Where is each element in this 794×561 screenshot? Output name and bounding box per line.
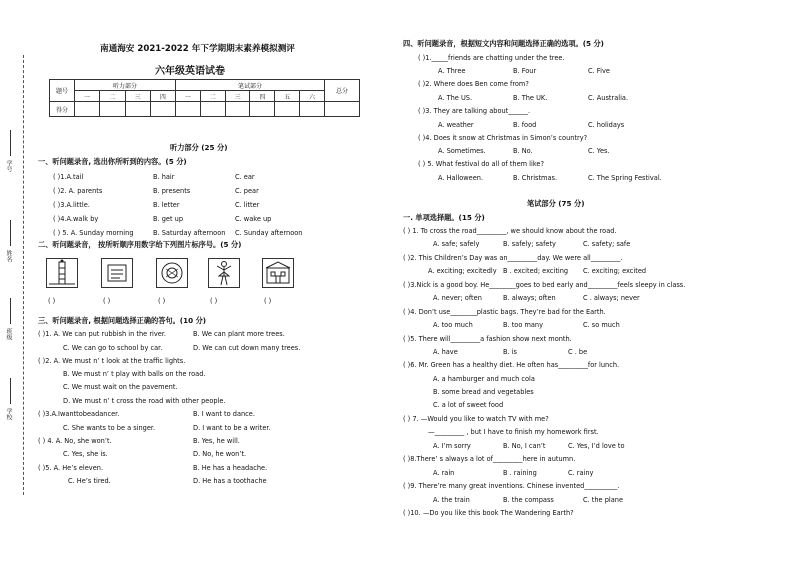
s3-q5-a: ( )5. A. He’s eleven. [38, 464, 104, 472]
s4-q3-b: B. food [513, 121, 537, 129]
s4-q2: ( )2. Where does Ben come from? [418, 80, 529, 88]
plate-picture [156, 258, 188, 288]
s4-q4-b: B. No. [513, 147, 533, 155]
w1-q8: ( )8.There’ s always a lot of_________here in autumn. [403, 455, 576, 463]
score-label-points: 得分 [50, 102, 75, 117]
s3-q3-a: ( )3.A.Iwanttobeadancer. [38, 410, 120, 418]
score-col: 四 [150, 91, 175, 102]
answer-paren[interactable]: ( ) [158, 297, 166, 305]
w1-q2: ( )2. This Children’s Day was an_________day. We were all_________. [403, 254, 623, 262]
s1-item-4-b: B. get up [153, 215, 184, 223]
score-col: 三 [125, 91, 150, 102]
s3-q2-d: D. We must n’ t cross the road with other people. [63, 397, 226, 405]
score-listening-header: 听力部分 [75, 80, 176, 91]
score-col: 二 [200, 91, 225, 102]
s4-q1-c: C. Five [588, 67, 610, 75]
w1-q5-c: C . be [568, 348, 588, 356]
w1-q3-c: C . always; never [583, 294, 640, 302]
s3-q2-b: B. We must n’ t play with balls on the road. [63, 370, 206, 378]
listening-s1-heading: 一、听问题录音, 选出你所听到的内容。(5 分) [38, 157, 187, 166]
score-col: 一 [75, 91, 100, 102]
s3-q4-a: ( ) 4. A. No, she won’t. [38, 437, 112, 445]
score-col: 六 [300, 91, 325, 102]
s1-item-5-b: B. Saturday afternoon [153, 229, 226, 237]
written-s1-heading: 一. 单项选择题。(15 分) [403, 213, 485, 222]
score-cell[interactable] [325, 102, 360, 117]
side-write-line [10, 130, 11, 156]
s4-q3-a: A. weather [438, 121, 474, 129]
s3-q4-d: D. No, he won’t. [193, 450, 247, 458]
w1-q6-a: A. a hamburger and much cola [433, 375, 535, 383]
score-table [49, 79, 360, 117]
answer-paren[interactable]: ( ) [48, 297, 56, 305]
listening-s2-heading: 二、听问题录音， 按所听顺序用数字给下列图片标序号。(5 分) [38, 240, 242, 249]
side-write-line [10, 378, 11, 404]
w1-q3-b: B. always; often [503, 294, 556, 302]
answer-paren[interactable]: ( ) [103, 297, 111, 305]
s1-item-4-c: C. wake up [235, 215, 272, 223]
s3-q5-c: C. He’s tired. [68, 477, 111, 485]
listening-s4-heading: 四、听问题录音，根据短文内容和问题选择正确的选项。(5 分) [403, 39, 604, 48]
s3-q3-c: C. She wants to be a singer. [63, 424, 156, 432]
listening-heading: 听力部分 (25 分) [170, 143, 228, 152]
w1-q8-b: B . raining [503, 469, 537, 477]
score-cell[interactable] [100, 102, 125, 117]
s3-q1-d: D. We can cut down many trees. [193, 344, 301, 352]
w1-q1-a: A. safe; safely [433, 240, 480, 248]
book-picture [101, 258, 133, 288]
s4-q1: ( )1._____friends are chatting under the tree. [418, 54, 565, 62]
w1-q1: ( ) 1. To cross the road_________, we should know about the road. [403, 227, 617, 235]
s3-q4-b: B. Yes, he will. [193, 437, 240, 445]
w1-q1-b: B. safely; safety [503, 240, 556, 248]
s4-q3-c: C. holidays [588, 121, 625, 129]
listening-s3-heading: 三、听问题录音, 根据问题选择正确的答句。(10 分) [38, 316, 207, 325]
binding-line [23, 55, 24, 495]
score-col: 五 [275, 91, 300, 102]
w1-q5-b: B. is [503, 348, 517, 356]
written-heading: 笔试部分 (75 分) [527, 199, 585, 208]
w1-q3-a: A. never; often [433, 294, 482, 302]
score-label-question: 题号 [50, 80, 75, 102]
w1-q6-b: B. some bread and vegetables [433, 388, 534, 396]
w1-q7: ( ) 7. —Would you like to watch TV with me? [403, 415, 549, 423]
w1-q1-c: C. safety; safe [583, 240, 631, 248]
score-cell[interactable] [125, 102, 150, 117]
w1-q4: ( )4. Don’t use________plastic bags. They’re bad for the Earth. [403, 308, 606, 316]
answer-paren[interactable]: ( ) [210, 297, 218, 305]
score-cell[interactable] [75, 102, 100, 117]
w1-q4-a: A. too much [433, 321, 473, 329]
score-col: 三 [225, 91, 250, 102]
s3-q1-c: C. We can go to school by car. [63, 344, 163, 352]
score-col: 四 [250, 91, 275, 102]
s3-q5-b: B. He has a headache. [193, 464, 268, 472]
w1-q7-b: B. No, I can’t [503, 442, 546, 450]
s4-q5: ( ) 5. What festival do all of them like? [418, 160, 544, 168]
w1-q10: ( )10. —Do you like this book The Wandering Earth? [403, 509, 574, 517]
s3-q2-a: ( )2. A. We must n’ t look at the traffic lights. [38, 357, 186, 365]
s4-q2-c: C. Australia. [588, 94, 629, 102]
s4-q2-b: B. The UK. [513, 94, 548, 102]
score-cell[interactable] [150, 102, 175, 117]
s1-item-2-b: B. presents [153, 187, 191, 195]
w1-q6-c: C. a lot of sweet food [433, 401, 504, 409]
side-label-name: 姓名 [5, 250, 12, 262]
s1-item-5: ( ) 5. A. Sunday morning [53, 229, 134, 237]
w1-q9: ( )9. There’re many great inventions. Chinese invented__________. [403, 482, 620, 490]
s1-item-1: ( )1.A.tail [53, 173, 84, 181]
w1-q2-c: C. exciting; excited [583, 267, 647, 275]
s3-q5-d: D. He has a toothache [193, 477, 267, 485]
w1-q9-b: B. the compass [503, 496, 554, 504]
side-label-class: 班级 [5, 328, 12, 340]
w1-q9-a: A. the train [433, 496, 470, 504]
side-label-school: 学校 [5, 408, 12, 420]
w1-q5: ( )5. There will_________a fashion show next month. [403, 335, 572, 343]
s1-item-3: ( )3.A.little. [53, 201, 90, 209]
s4-q4: ( )4. Does it snow at Christmas in Simon’s country? [418, 134, 588, 142]
side-write-line [10, 220, 11, 246]
s4-q1-a: A. Three [438, 67, 466, 75]
s1-item-1-b: B. hair [153, 173, 175, 181]
side-label-student-id: 学号 [5, 160, 12, 172]
s1-item-3-b: B. letter [153, 201, 180, 209]
s1-item-3-c: C. litter [235, 201, 260, 209]
w1-q8-a: A. rain [433, 469, 455, 477]
s3-q1-b: B. We can plant more trees. [193, 330, 285, 338]
w1-q2-a: A. exciting; excitedly [428, 267, 497, 275]
score-cell[interactable] [275, 102, 300, 117]
score-cell[interactable] [200, 102, 225, 117]
s4-q5-a: A. Halloween. [438, 174, 484, 182]
score-col: 二 [100, 91, 125, 102]
w1-q3: ( )3.Nick is a good boy. He________goes to bed early and_________feels sleepy in class. [403, 281, 686, 289]
w1-q4-c: C. so much [583, 321, 620, 329]
s4-q2-a: A. The US. [438, 94, 473, 102]
w1-q6: ( )6. Mr. Green has a healthy diet. He often has_________for lunch. [403, 361, 620, 369]
exam-subtitle: 六年级英语试卷 [155, 66, 225, 77]
score-cell[interactable] [225, 102, 250, 117]
exam-title: 南通海安 2021-2022 年下学期期末素养模拟测评 [100, 44, 295, 54]
s1-item-1-c: C. ear [235, 173, 255, 181]
s1-item-4: ( )4.A.walk by [53, 215, 99, 223]
s3-q4-c: C. Yes, she is. [63, 450, 108, 458]
s4-q3: ( )3. They are talking about______. [418, 107, 531, 115]
s3-q3-b: B. I want to dance. [193, 410, 255, 418]
s4-q4-c: C. Yes. [588, 147, 610, 155]
score-writing-header: 笔试部分 [176, 80, 325, 91]
w1-q5-a: A. have [433, 348, 458, 356]
w1-q7-a: A. I’m sorry [433, 442, 471, 450]
side-write-line [10, 298, 11, 324]
s1-item-5-c: C. Sunday afternoon [235, 229, 303, 237]
w1-q2-b: B . excited; exciting [503, 267, 569, 275]
s4-q4-a: A. Sometimes. [438, 147, 486, 155]
s4-q1-b: B. Four [513, 67, 537, 75]
s3-q2-c: C. We must wait on the pavement. [63, 383, 178, 391]
w1-q8-c: C. rainy [568, 469, 594, 477]
w1-q4-b: B. too many [503, 321, 544, 329]
building-picture [262, 258, 294, 288]
w1-q7-c: C. Yes, I’d love to [568, 442, 625, 450]
s1-item-2: ( )2. A. parents [53, 187, 103, 195]
score-cell[interactable] [300, 102, 325, 117]
w1-q7-line2: —_________ , but I have to finish my homework first. [428, 428, 599, 436]
score-total-header: 总分 [325, 80, 360, 102]
score-col: 一 [176, 91, 201, 102]
score-cell[interactable] [250, 102, 275, 117]
w1-q9-c: C. the plane [583, 496, 624, 504]
s1-item-2-c: C. pear [235, 187, 259, 195]
s4-q5-b: B. Christmas. [513, 174, 558, 182]
answer-paren[interactable]: ( ) [264, 297, 272, 305]
score-cell[interactable] [176, 102, 201, 117]
tower-picture [46, 258, 78, 288]
s4-q5-c: C. The Spring Festival. [588, 174, 662, 182]
s3-q1-a: ( )1. A. We can put rubbish in the river. [38, 330, 167, 338]
s3-q3-d: D. I want to be a writer. [193, 424, 271, 432]
dancer-picture [208, 258, 240, 288]
